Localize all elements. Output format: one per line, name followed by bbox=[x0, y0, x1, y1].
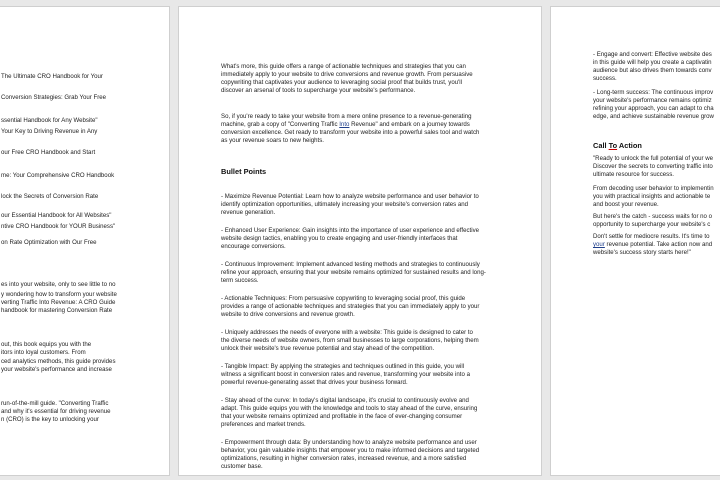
text-line: Your Key to Driving Revenue in Any bbox=[1, 128, 98, 135]
text-line: optimizations, resulting in higher conversion rates, increased revenue, and a more satisfied bbox=[221, 455, 467, 462]
text-line: Don't settle for mediocre results. It's time to bbox=[593, 233, 710, 240]
text-line: website design tactics, enabling you to create engaging and user-friendly interfaces that bbox=[221, 235, 458, 242]
text-line: ssential Handbook for Any Website" bbox=[1, 117, 98, 124]
text-line: success. bbox=[593, 75, 617, 82]
cta-right-paragraph bbox=[593, 155, 713, 179]
text-line: you with practical insights and actionable te bbox=[593, 193, 711, 200]
text-line: your website's performance remains optimiz bbox=[593, 97, 712, 104]
bullet-item bbox=[221, 397, 477, 429]
text-segment: machine, grab a copy of "Converting Traffic bbox=[221, 121, 340, 128]
text-line: conversion excellence. Get ready to transform your website into a powerful sales tool and watch bbox=[221, 129, 480, 136]
longterm-paragraph bbox=[593, 89, 714, 121]
text-line: n (CRO) is the key to unlocking your bbox=[1, 416, 99, 423]
text-line: preferences and market trends. bbox=[221, 421, 306, 428]
text-line: - Empowerment through data: By understanding how to analyze website performance and user bbox=[221, 439, 477, 446]
text-segment: Action bbox=[617, 141, 642, 150]
text-line: website to drive conversions and revenue growth. bbox=[221, 311, 355, 318]
bullet-item bbox=[221, 329, 479, 353]
document-page-left bbox=[0, 6, 170, 476]
text-line: our Free CRO Handbook and Start bbox=[1, 149, 96, 156]
spellcheck-word[interactable]: To bbox=[608, 141, 618, 150]
text-line: - Stay ahead of the curve: In today's digital landscape, it's crucial to continuously evolve and bbox=[221, 397, 469, 404]
text-segment: Call bbox=[593, 141, 609, 150]
cta-paragraph bbox=[221, 113, 479, 145]
text-line: as your revenue soars to new heights. bbox=[221, 137, 324, 144]
text-line: What's more, this guide offers a range of actionable techniques and strategies that you can bbox=[221, 63, 466, 70]
text-line: opportunity to supercharge your website's c bbox=[593, 221, 711, 228]
text-segment: revenue potential. Take action now and bbox=[604, 241, 713, 248]
call-to-action-heading bbox=[593, 141, 642, 150]
text-line: The Ultimate CRO Handbook for Your bbox=[1, 73, 103, 80]
text-line: edge, and achieve sustainable revenue grow bbox=[593, 113, 714, 120]
text-line: our Essential Handbook for All Websites" bbox=[1, 212, 112, 219]
text-line: itors into loyal customers. From bbox=[1, 349, 86, 356]
text-line: identify optimization opportunities, ultimately increasing your website's conversion rates and bbox=[221, 201, 469, 208]
settle-paragraph bbox=[593, 233, 712, 257]
bullet-item bbox=[221, 295, 479, 319]
text-line: customer base. bbox=[221, 463, 263, 470]
text-line: But here's the catch - success waits for no o bbox=[593, 213, 713, 220]
text-line: ced analytics methods, this guide provides bbox=[1, 358, 116, 365]
text-line: - Uniquely addresses the needs of everyone with a website: This guide is designed to cater to bbox=[221, 329, 473, 336]
text-segment: Revenue" and embark on a journey towards bbox=[349, 121, 470, 128]
text-line: powerful revenue-generating asset that drives your business forward. bbox=[221, 379, 408, 386]
bullet-item bbox=[221, 227, 479, 251]
text-line: So, if you're ready to take your website from a mere online presence to a revenue-generating bbox=[221, 113, 472, 120]
spellcheck-word[interactable]: your bbox=[593, 241, 605, 248]
text-line: encourage conversions. bbox=[221, 243, 286, 250]
text-line: and boost your revenue. bbox=[593, 201, 659, 208]
text-line: - Actionable Techniques: From persuasive copywriting to leveraging social proof, this guide bbox=[221, 295, 466, 302]
text-line: provides a range of actionable techniques and strategies that you can immediately apply to your bbox=[221, 303, 480, 310]
bullet-points-heading: Bullet Points bbox=[221, 167, 267, 176]
bullet-item bbox=[221, 261, 486, 285]
intro-paragraph bbox=[221, 63, 473, 95]
text-line: immediately apply to your website to drive conversions and revenue growth. From persuasive bbox=[221, 71, 473, 78]
text-line: the diverse needs of website owners, from small businesses to large corporations, helping them bbox=[221, 337, 479, 344]
text-line: From decoding user behavior to implementin bbox=[593, 185, 714, 192]
text-line: discover an arsenal of tools to supercharge your website's performance. bbox=[221, 87, 416, 94]
text-line: website's success story starts here!" bbox=[593, 249, 691, 256]
document-page-center bbox=[178, 6, 542, 476]
text-line: verting Traffic Into Revenue: A CRO Guide bbox=[1, 299, 116, 306]
text-line: witness a significant boost in conversion rates and revenue, transforming your website into a bbox=[221, 371, 470, 378]
catch-paragraph bbox=[593, 213, 712, 229]
text-line: handbook for mastering Conversion Rate bbox=[1, 307, 113, 314]
text-line: y wondering how to transform your website bbox=[1, 291, 117, 298]
text-line: - Continuous Improvement: Implement advanced testing methods and strategies to continuously bbox=[221, 261, 480, 268]
decoding-paragraph bbox=[593, 185, 714, 209]
text-line: lock the Secrets of Conversion Rate bbox=[1, 193, 99, 200]
bullet-item bbox=[221, 439, 479, 471]
text-line: adapt. This guide equips you with the knowledge and tools to stay ahead of the curve, ensuring bbox=[221, 405, 478, 412]
text-line: term success. bbox=[221, 277, 259, 284]
text-line: on Rate Optimization with Our Free bbox=[1, 239, 97, 246]
text-line: es into your website, only to see little to no bbox=[1, 281, 116, 288]
document-page-right bbox=[550, 6, 720, 476]
bullet-item bbox=[221, 193, 479, 217]
text-line: refine your approach, ensuring that your website remains optimized for sustained results and long- bbox=[221, 269, 486, 276]
text-line: that your website remains optimized and profitable in the face of ever-changing consumer bbox=[221, 413, 463, 420]
text-line: revenue generation. bbox=[221, 209, 276, 216]
spellcheck-word[interactable]: Into bbox=[339, 121, 350, 128]
text-line: refining your approach, you can adapt to cha bbox=[593, 105, 714, 112]
text-line: - Tangible Impact: By applying the strategies and techniques outlined in this guide, you will bbox=[221, 363, 465, 370]
text-line: behavior, you gain valuable insights that empower you to make informed decisions and targeted bbox=[221, 447, 480, 454]
text-line: - Engage and convert: Effective website des bbox=[593, 51, 712, 58]
text-line: "Ready to unlock the full potential of your we bbox=[593, 155, 714, 162]
text-line: me: Your Comprehensive CRO Handbook bbox=[1, 172, 115, 179]
text-line bbox=[593, 241, 712, 249]
text-line: ultimate resource for success. bbox=[593, 171, 674, 178]
engage-paragraph bbox=[593, 51, 712, 83]
text-line: Conversion Strategies: Grab Your Free bbox=[1, 94, 107, 101]
text-line: in this guide will help you create a captivatin bbox=[593, 59, 712, 66]
bullet-item bbox=[221, 363, 470, 387]
text-line: unlock their website's true revenue potential and stay ahead of the competition. bbox=[221, 345, 435, 352]
text-line: ntive CRO Handbook for YOUR Business" bbox=[1, 223, 116, 230]
text-line: - Maximize Revenue Potential: Learn how to analyze website performance and user behavior to bbox=[221, 193, 479, 200]
text-line bbox=[221, 121, 479, 129]
text-line: Discover the secrets to converting traffic into bbox=[593, 163, 713, 170]
text-line: copywriting that captivates your audience to leveraging social proof that builds trust, you'll bbox=[221, 79, 462, 86]
text-line: and why it's essential for driving revenue bbox=[1, 408, 111, 415]
text-line: - Long-term success: The continuous improv bbox=[593, 89, 714, 96]
text-line: - Enhanced User Experience: Gain insights into the importance of user experience and effective bbox=[221, 227, 480, 234]
text-line: audience but also drives them towards conv bbox=[593, 67, 712, 74]
text-line: run-of-the-mill guide. "Converting Traffic bbox=[1, 400, 109, 407]
text-line: your website's performance and increase bbox=[1, 366, 112, 373]
text-line: out, this book equips you with the bbox=[1, 341, 92, 348]
